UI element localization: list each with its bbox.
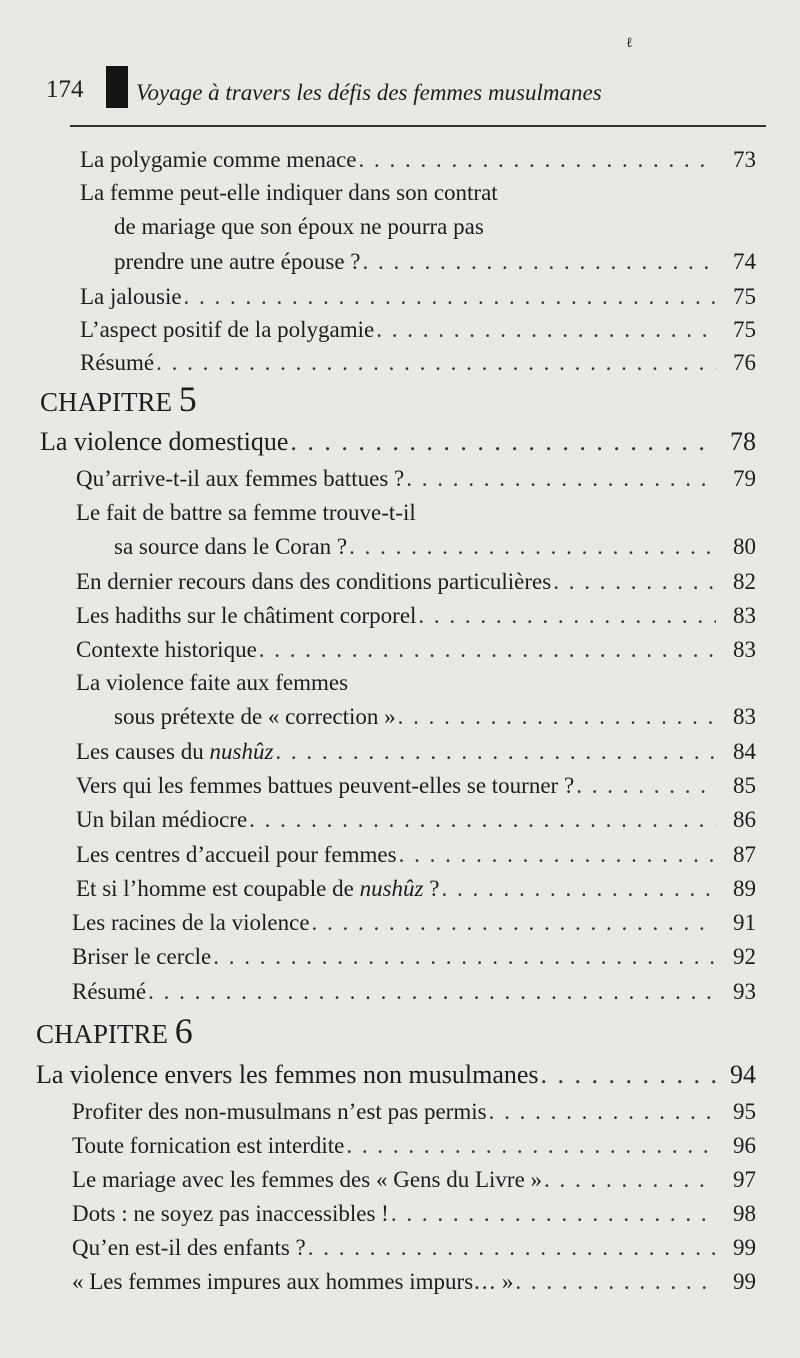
toc-entry[interactable]: prendre une autre épouse ? . . . 74	[114, 245, 756, 279]
toc-entry[interactable]: Vers qui les femmes battues peuvent-elles se tourner ? . . . 85	[76, 769, 756, 803]
toc-entry[interactable]: Et si l’homme est coupable de nushûz ? . . . 89	[76, 872, 756, 906]
toc-entry-line[interactable]: La violence faite aux femmes	[76, 670, 349, 695]
toc-entry[interactable]: Dots : ne soyez pas inaccessibles ! . . . 98	[72, 1197, 756, 1231]
toc-entry[interactable]: Contexte historique . . . 83	[76, 633, 756, 667]
toc-entry[interactable]: Qu’arrive-t-il aux femmes battues ? . . . 79	[76, 462, 756, 496]
toc-entry[interactable]: En dernier recours dans des conditions particulières . . . 82	[76, 565, 756, 599]
chapter-title[interactable]: La violence envers les femmes non musulmanes . . . 94	[36, 1058, 756, 1092]
toc-entry[interactable]: Les racines de la violence . . . 91	[72, 906, 756, 940]
toc-entry[interactable]: « Les femmes impures aux hommes impurs… » . . . 99	[72, 1265, 756, 1299]
toc-entry[interactable]: L’aspect positif de la polygamie . . . 75	[80, 313, 756, 347]
toc-entry[interactable]: sous prétexte de « correction » . . . 83	[114, 700, 756, 734]
toc-entry[interactable]: Un bilan médiocre . . . 86	[76, 803, 756, 837]
toc-entry[interactable]: La polygamie comme menace . . . 73	[80, 143, 756, 177]
header-rule	[70, 125, 766, 127]
toc-entry[interactable]: Résumé . . . 76	[80, 346, 756, 380]
chapter-title[interactable]: La violence domestique . . . 78	[40, 425, 756, 459]
toc-entry[interactable]: Toute fornication est interdite . . . 96	[72, 1129, 756, 1163]
toc-entry[interactable]: Profiter des non-musulmans n’est pas permis . . . 95	[72, 1095, 756, 1129]
toc-entry[interactable]: Les causes du nushûz . . . 84	[76, 735, 756, 769]
chapter-heading: CHAPITRE 6	[36, 1011, 193, 1051]
toc-entry[interactable]: Qu’en est-il des enfants ? . . . 99	[72, 1231, 756, 1265]
toc-entry[interactable]: Le mariage avec les femmes des « Gens du Livre » . . . 97	[72, 1163, 756, 1197]
toc-entry[interactable]: Les centres d’accueil pour femmes . . . 87	[76, 838, 756, 872]
toc-entry-line[interactable]: de mariage que son époux ne pourra pas	[114, 214, 484, 239]
toc-entry[interactable]: sa source dans le Coran ? . . . 80	[114, 530, 756, 564]
pen-mark: ℓ	[626, 36, 633, 51]
header-bar	[106, 66, 128, 108]
toc-entry[interactable]: Résumé . . . 93	[72, 975, 756, 1009]
running-header	[46, 66, 766, 112]
running-title: Voyage à travers les défis des femmes musulmanes	[136, 80, 602, 105]
chapter-heading: CHAPITRE 5	[40, 379, 197, 419]
page-number: 174	[46, 76, 84, 103]
toc-entry[interactable]: La jalousie . . . 75	[80, 280, 756, 314]
toc-entry[interactable]: Briser le cercle . . . 92	[72, 940, 756, 974]
toc-entry-line[interactable]: Le fait de battre sa femme trouve-t-il	[76, 500, 416, 525]
toc-entry-line[interactable]: La femme peut-elle indiquer dans son contrat	[80, 180, 498, 205]
toc-entry[interactable]: Les hadiths sur le châtiment corporel . . . 83	[76, 599, 756, 633]
